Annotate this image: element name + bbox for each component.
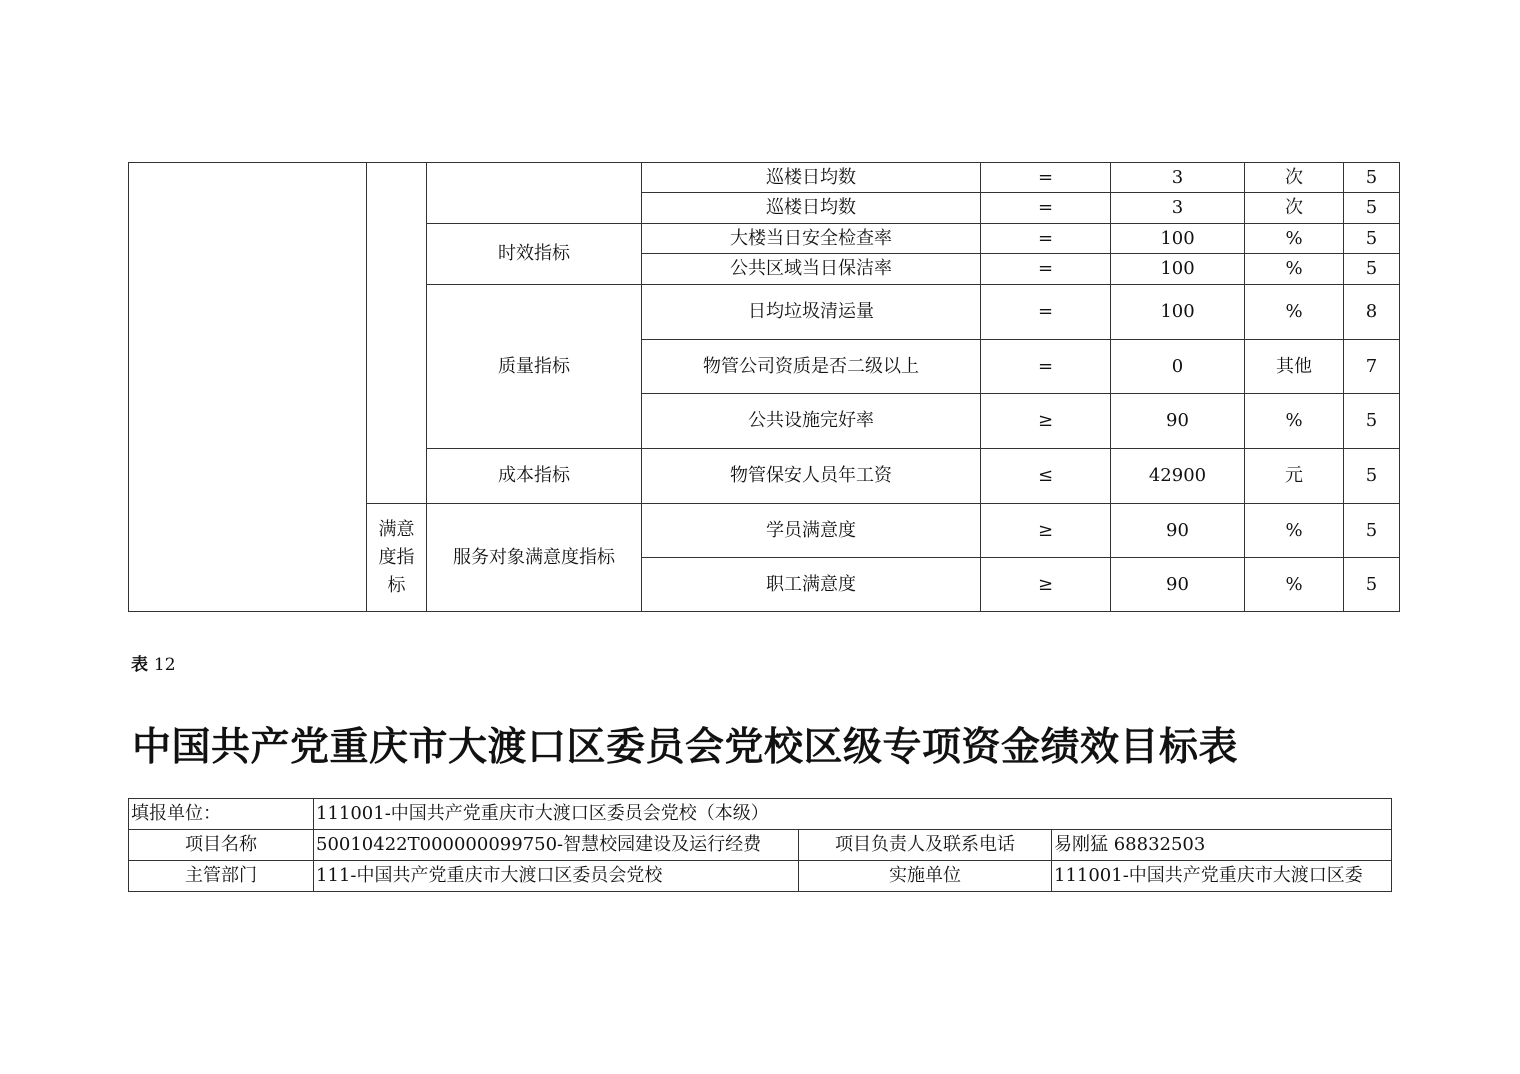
table-row [129,861,1392,892]
indicator-value: 42900 [1111,449,1245,504]
indicator-value: 100 [1111,285,1245,340]
competent-dept-value: 111-中国共产党重庆市大渡口区委员会党校 [314,861,799,892]
indicator-operator: ≥ [981,504,1111,558]
indicator-operator: ≥ [981,558,1111,612]
document-title: 中国共产党重庆市大渡口区委员会党校区级专项资金绩效目标表 [132,725,1239,770]
indicator-operator: = [981,163,1111,193]
indicator-name: 公共设施完好率 [642,394,981,449]
cost-indicator-label: 成本指标 [427,449,642,504]
satisfaction-indicator-label [367,504,427,612]
indicator-unit: % [1245,254,1344,285]
indicator-unit: 次 [1245,193,1344,224]
satisfaction-label-line: 度指 [378,546,415,568]
indicator-unit: 次 [1245,163,1344,193]
indicator-operator: = [981,193,1111,224]
indicator-operator: ≥ [981,394,1111,449]
filling-unit-label: 填报单位： [129,799,314,830]
indicator-operator: = [981,224,1111,254]
indicator-value: 100 [1111,224,1245,254]
table-number-value: 12 [153,655,176,675]
indicator-unit: % [1245,224,1344,254]
project-name-label: 项目名称 [129,830,314,861]
indicator-unit: 元 [1245,449,1344,504]
tertiary-category-cell [427,163,642,224]
indicator-weight: 5 [1344,224,1400,254]
indicator-name: 物管公司资质是否二级以上 [642,340,981,394]
indicator-value: 100 [1111,254,1245,285]
indicator-unit: 其他 [1245,340,1344,394]
secondary-category-cell [367,163,427,504]
primary-indicator-cell [129,163,367,612]
quality-indicator-label: 质量指标 [427,285,642,449]
indicator-weight: 7 [1344,340,1400,394]
satisfaction-label-line: 满意 [378,518,415,540]
indicator-name: 学员满意度 [642,504,981,558]
indicator-weight: 5 [1344,558,1400,612]
implementing-unit-label: 实施单位 [799,861,1052,892]
indicator-name: 大楼当日安全检查率 [642,224,981,254]
indicator-name: 巡楼日均数 [642,193,981,224]
timeliness-indicator-label: 时效指标 [427,224,642,285]
project-name-value: 50010422T000000099750-智慧校园建设及运行经费 [314,830,799,861]
indicator-weight: 5 [1344,163,1400,193]
filling-unit-value: 111001-中国共产党重庆市大渡口区委员会党校（本级） [314,799,1392,830]
indicator-operator: = [981,254,1111,285]
indicator-operator: ≤ [981,449,1111,504]
performance-indicator-table [128,162,1400,612]
indicator-name: 物管保安人员年工资 [642,449,981,504]
table-number-prefix: 表 [131,655,148,675]
indicator-operator: = [981,340,1111,394]
indicator-weight: 5 [1344,394,1400,449]
indicator-weight: 8 [1344,285,1400,340]
indicator-value: 90 [1111,394,1245,449]
table-number [131,650,176,675]
indicator-unit: % [1245,504,1344,558]
indicator-operator: = [981,285,1111,340]
indicator-value: 90 [1111,558,1245,612]
table-row [129,163,1400,193]
indicator-unit: % [1245,558,1344,612]
table-row [129,830,1392,861]
indicator-weight: 5 [1344,193,1400,224]
implementing-unit-value: 111001-中国共产党重庆市大渡口区委 [1052,861,1392,892]
table-row [129,799,1392,830]
satisfaction-label-line: 标 [387,574,406,596]
competent-dept-label: 主管部门 [129,861,314,892]
indicator-name: 日均垃圾清运量 [642,285,981,340]
service-satisfaction-label: 服务对象满意度指标 [427,504,642,612]
project-leader-value: 易刚猛 68832503 [1052,830,1392,861]
indicator-value: 90 [1111,504,1245,558]
indicator-name: 公共区域当日保洁率 [642,254,981,285]
indicator-value: 0 [1111,340,1245,394]
indicator-unit: % [1245,394,1344,449]
indicator-unit: % [1245,285,1344,340]
indicator-weight: 5 [1344,504,1400,558]
indicator-value: 3 [1111,163,1245,193]
indicator-weight: 5 [1344,449,1400,504]
indicator-weight: 5 [1344,254,1400,285]
indicator-name: 巡楼日均数 [642,163,981,193]
indicator-value: 3 [1111,193,1245,224]
project-leader-label: 项目负责人及联系电话 [799,830,1052,861]
project-info-table [128,798,1392,892]
indicator-name: 职工满意度 [642,558,981,612]
